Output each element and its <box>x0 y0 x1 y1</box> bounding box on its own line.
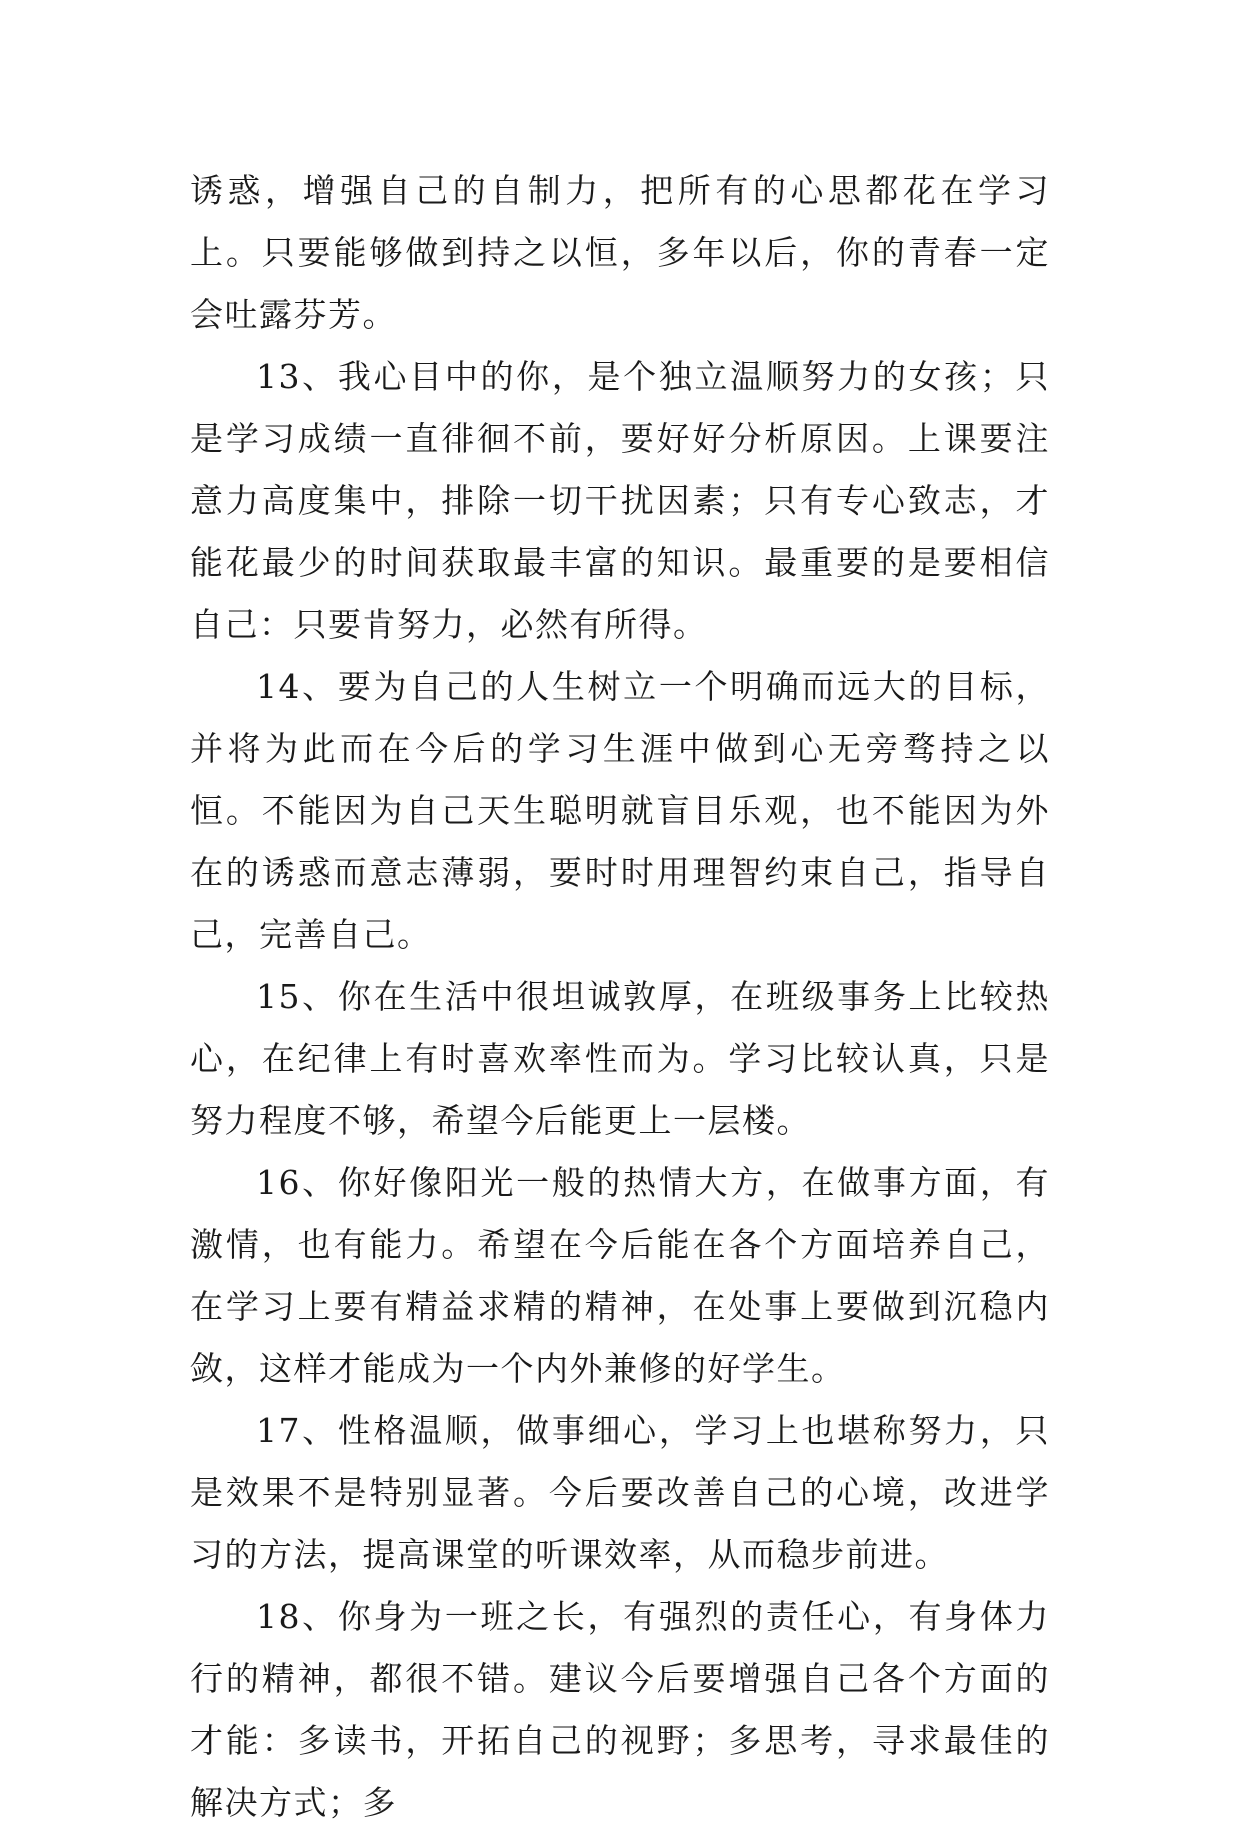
paragraph-continuation: 诱惑，增强自己的自制力，把所有的心思都花在学习上。只要能够做到持之以恒，多年以后，你的青春一定会吐露芬芳。 <box>190 171 1050 334</box>
paragraph-16: 16、你好像阳光一般的热情大方，在做事方面，有激情，也有能力。希望在今后能在各个方面培养自己，在学习上要有精益求精的精神，在处事上要做到沉稳内敛，这样才能成为一个内外兼修的好学生。 <box>190 1163 1050 1388</box>
paragraph-15: 15、你在生活中很坦诚敦厚，在班级事务上比较热心，在纪律上有时喜欢率性而为。学习比较认真，只是努力程度不够，希望今后能更上一层楼。 <box>190 977 1050 1140</box>
paragraph-13: 13、我心目中的你，是个独立温顺努力的女孩；只是学习成绩一直徘徊不前，要好好分析原因。上课要注意力高度集中，排除一切干扰因素；只有专心致志，才能花最少的时间获取最丰富的知识。最重要的是要相信自己：只要肯努力，必然有所得。 <box>190 357 1050 644</box>
paragraph-14: 14、要为自己的人生树立一个明确而远大的目标，并将为此而在今后的学习生涯中做到心无旁骛持之以恒。不能因为自己天生聪明就盲目乐观，也不能因为外在的诱惑而意志薄弱，要时时用理智约束自己，指导自己，完善自己。 <box>190 667 1050 954</box>
paragraph-18: 18、你身为一班之长，有强烈的责任心，有身体力行的精神，都很不错。建议今后要增强自己各个方面的才能：多读书，开拓自己的视野；多思考，寻求最佳的解决方式；多 <box>190 1597 1050 1822</box>
paragraph-17: 17、性格温顺，做事细心，学习上也堪称努力，只是效果不是特别显著。今后要改善自己的心境，改进学习的方法，提高课堂的听课效率，从而稳步前进。 <box>190 1411 1050 1574</box>
document-body <box>190 160 1050 1834</box>
